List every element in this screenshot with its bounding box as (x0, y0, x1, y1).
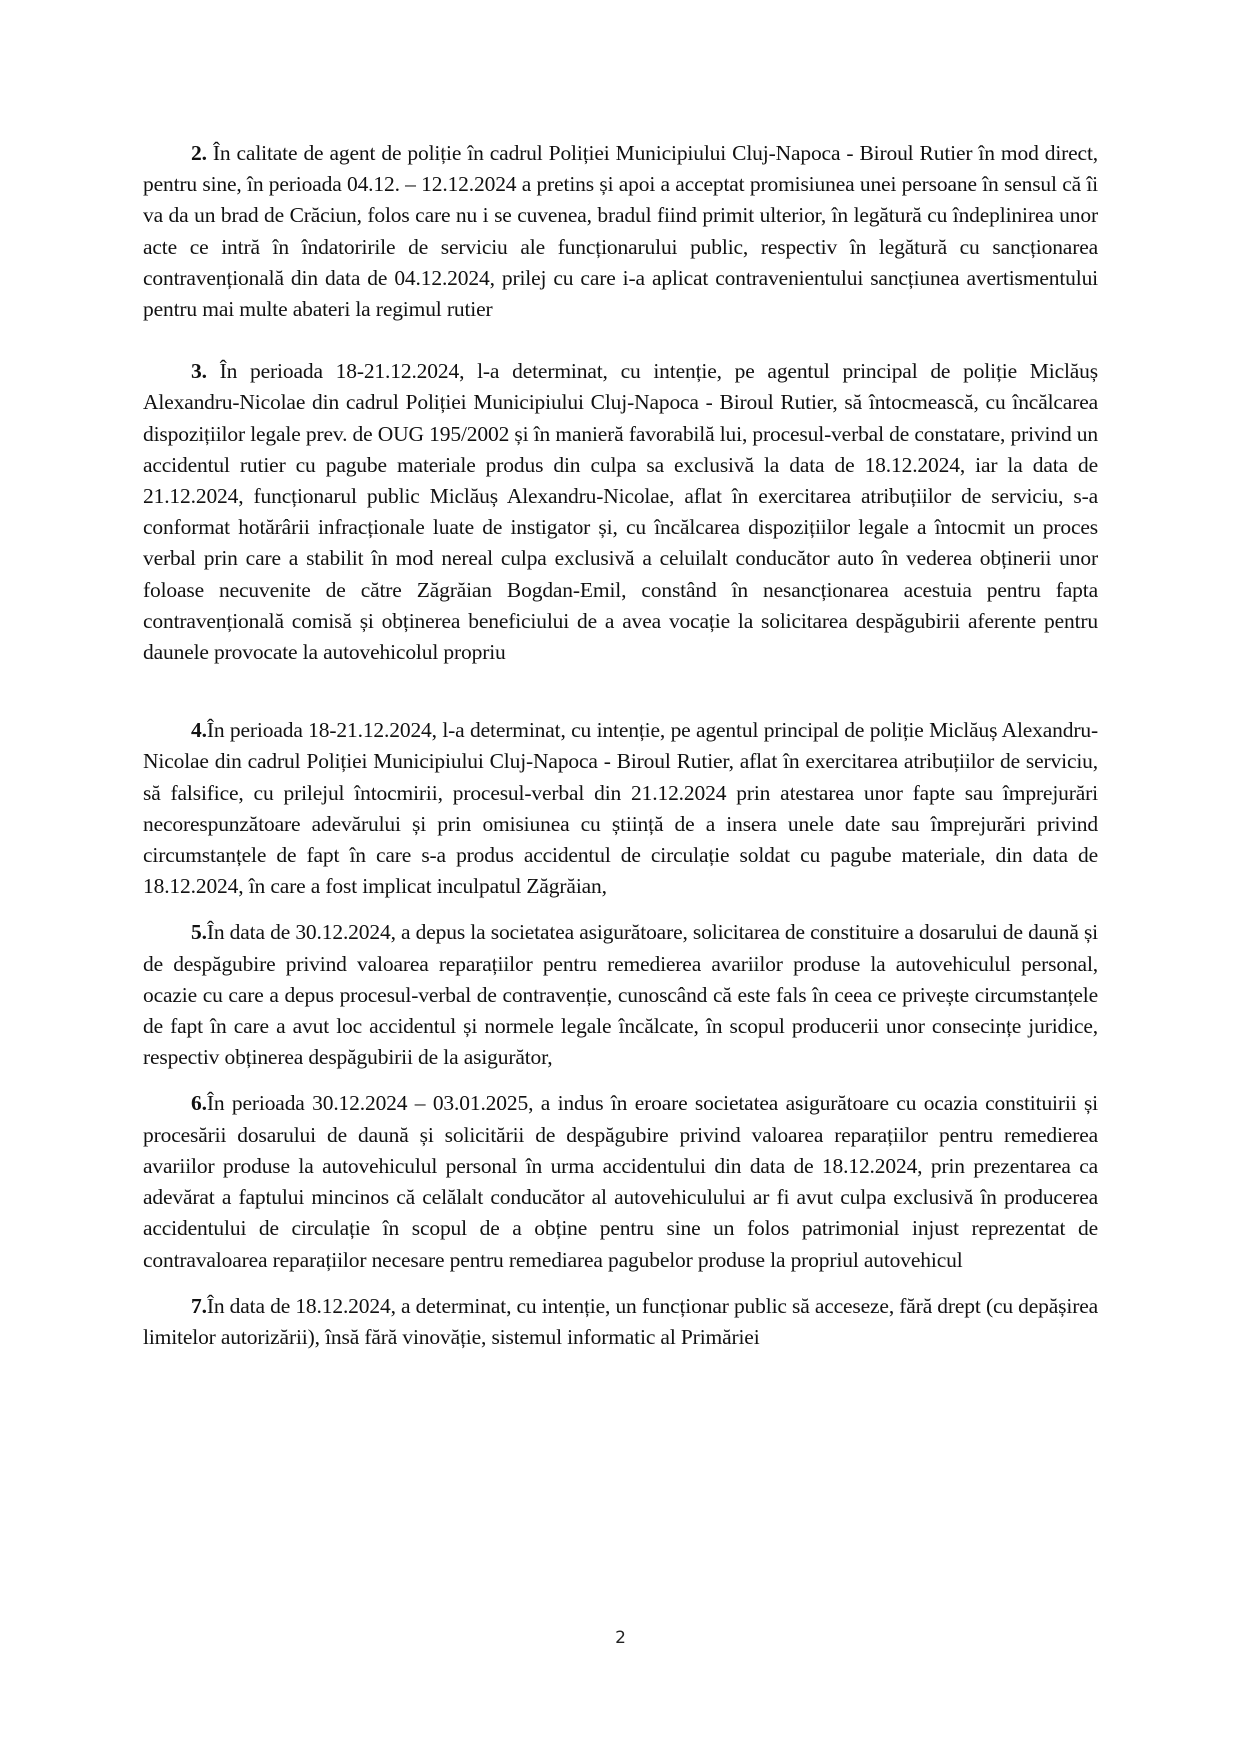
paragraph-4 (143, 715, 1098, 902)
paragraph-number: 7. (191, 1293, 207, 1318)
paragraph-spacer (143, 1276, 1098, 1291)
paragraph-number: 5. (191, 920, 207, 945)
paragraph-number: 3. (191, 359, 207, 384)
page-number: 2 (615, 1628, 626, 1648)
paragraph-spacer (143, 325, 1098, 356)
document-body (143, 138, 1098, 1353)
paragraph-5 (143, 917, 1098, 1073)
paragraph-2 (143, 138, 1098, 325)
paragraph-text: În perioada 18-21.12.2024, l-a determinat, cu intenție, pe agentul principal de poliție Miclăuș Alexandru-Nicolae din cadrul Poliției Municipiului Cluj-Napoca - Biroul Rutier, să întocmească, cu încălcarea dispozițiilor legale prev. de OUG 195/2002 și în manieră favorabilă lui, procesul-verbal de constatare, privind un accidentul rutier cu pagube materiale produs din culpa sa exclusivă la data de 18.12.2024, iar la data de 21.12.2024, funcționarul public Miclăuș Alexandru-Nicolae, aflat în exercitarea atribuțiilor de serviciu, s-a conformat hotărârii infracționale luate de instigator și, cu încălcarea dispozițiilor legale a întocmit un proces verbal prin care a stabilit în mod nereal culpa exclusivă a celuilalt conducător auto în vederea obținerii unor foloase necuvenite de către Zăgrăian Bogdan-Emil, constând în nesancționarea acestuia pentru fapta contravențională comisă și obținerea beneficiului de a avea vocație la solicitarea despăgubirii aferente pentru daunele provocate la autovehicolul propriu (143, 359, 1098, 665)
paragraph-text: În data de 30.12.2024, a depus la societatea asigurătoare, solicitarea de constituire a dosarului de daună și de despăgubire privind valoarea reparațiilor pentru remedierea avariilor produse la autovehiculul personal, ocazie cu care a depus procesul-verbal de contravenție, cunoscând că este fals în ceea ce privește circumstanțele de fapt în care a avut loc accidentul și normele legale încălcate, în scopul producerii unor consecințe juridice, respectiv obținerea despăgubirii de la asigurător, (143, 920, 1098, 1070)
paragraph-spacer (143, 668, 1098, 715)
paragraph-text: În perioada 30.12.2024 – 03.01.2025, a indus în eroare societatea asigurătoare cu ocazia constituirii și procesării dosarului de daună și solicitării de despăgubire privind valoarea reparațiilor pentru remedierea avariilor produse la autovehiculul personal în urma accidentului din data de 18.12.2024, prin prezentarea ca adevărat a faptului mincinos că celălalt conducător al autovehiculului ar fi avut culpa exclusivă în producerea accidentului de circulație în scopul de a obține pentru sine un folos patrimonial injust reprezentat de contravaloarea reparațiilor necesare pentru remediarea pagubelor produse la propriul autovehicul (143, 1091, 1098, 1272)
paragraph-6 (143, 1088, 1098, 1275)
paragraph-7 (143, 1291, 1098, 1353)
paragraph-spacer (143, 1073, 1098, 1088)
paragraph-3 (143, 356, 1098, 668)
paragraph-number: 2. (191, 141, 207, 165)
paragraph-text: În data de 18.12.2024, a determinat, cu intenție, un funcționar public să acceseze, fără drept (cu depășirea limitelor autorizării), însă fără vinovăție, sistemul informatic al Primăriei (143, 1293, 1099, 1349)
paragraph-text: În perioada 18-21.12.2024, l-a determinat, cu intenție, pe agentul principal de poliție Miclăuș Alexandru-Nicolae din cadrul Poliției Municipiului Cluj-Napoca - Biroul Rutier, aflat în exercitarea atribuțiilor de serviciu, să falsifice, cu prilejul întocmirii, procesul-verbal din 21.12.2024 prin atestarea unor fapte sau împrejurări necorespunzătoare adevărului și prin omisiunea cu știință de a insera unele date sau împrejurări privind circumstanțele de fapt în care s-a produs accidentul de circulație soldat cu pagube materiale, din data de 18.12.2024, în care a fost implicat inculpatul Zăgrăian, (143, 718, 1098, 899)
paragraph-text: În calitate de agent de poliție în cadrul Poliției Municipiului Cluj-Napoca - Biroul Rutier în mod direct, pentru sine, în perioada 04.12. – 12.12.2024 a pretins și apoi a acceptat promisiunea unei persoane în sensul că îi va da un brad de Crăciun, folos care nu i se cuvenea, bradul fiind primit ulterior, în legătură cu îndeplinirea unor acte ce intră în îndatoririle de serviciu ale funcționarului public, respectiv în legătură cu sancționarea contravențională din data de 04.12.2024, prilej cu care i-a aplicat contravenientului sancțiunea avertismentului pentru mai multe abateri la regimul rutier (143, 141, 1098, 322)
paragraph-number: 4. (191, 718, 207, 743)
paragraph-spacer (143, 902, 1098, 917)
paragraph-number: 6. (191, 1091, 207, 1116)
